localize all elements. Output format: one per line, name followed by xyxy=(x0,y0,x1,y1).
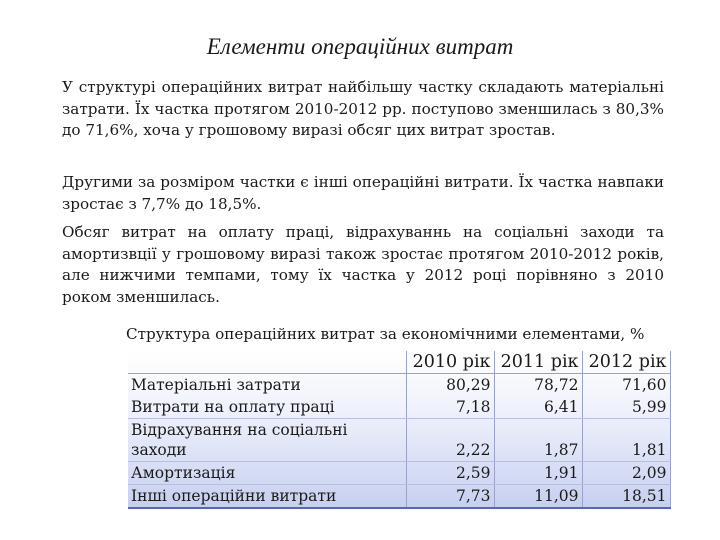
row-label: Матеріальні затрати xyxy=(128,374,406,397)
cell-2011: 1,91 xyxy=(494,462,582,485)
cell-2011: 1,87 xyxy=(494,419,582,462)
cell-2010: 7,18 xyxy=(406,396,494,419)
column-header-2010: 2010 рік xyxy=(406,351,494,374)
table-row-material xyxy=(128,374,670,397)
cell-2010: 2,59 xyxy=(406,462,494,485)
cell-2010: 2,22 xyxy=(406,419,494,462)
cell-2011: 11,09 xyxy=(494,485,582,509)
row-label: Витрати на оплату праці xyxy=(128,396,406,419)
cell-2012: 71,60 xyxy=(582,374,670,397)
cell-2012: 2,09 xyxy=(582,462,670,485)
row-label: Амортизація xyxy=(128,462,406,485)
cell-2012: 18,51 xyxy=(582,485,670,509)
table-header-row xyxy=(128,351,670,374)
paragraph-other-costs: Другими за розміром частки є інші операційні витрати. Їх частка навпаки зростає з 7,7% до 18,5%. xyxy=(62,173,664,213)
paragraph-material-costs: У структурі операційних витрат найбільшу частку складають матеріальні затрати. Їх частка протягом 2010-2012 рр. поступово зменшилась з 80,3% до 71,6%, хоча у грошовому виразі обсяг цих витрат зростав. xyxy=(62,78,664,139)
table-row-labor xyxy=(128,396,670,419)
column-header-2012: 2012 рік xyxy=(582,351,670,374)
table-caption: Структура операційних витрат за економічними елементами, % xyxy=(126,325,645,343)
cell-2010: 80,29 xyxy=(406,374,494,397)
slide-title: Елементи операційних витрат xyxy=(206,34,514,59)
cell-2011: 78,72 xyxy=(494,374,582,397)
row-label: Інші операційни витрати xyxy=(128,485,406,509)
column-header-2011: 2011 рік xyxy=(494,351,582,374)
table-row-other xyxy=(128,485,670,509)
row-label: Відрахування на соціальні заходи xyxy=(128,419,406,462)
table-row-social xyxy=(128,419,670,462)
cell-2012: 1,81 xyxy=(582,419,670,462)
cell-2010: 7,73 xyxy=(406,485,494,509)
cell-2011: 6,41 xyxy=(494,396,582,419)
table-corner-cell xyxy=(128,351,406,374)
cell-2012: 5,99 xyxy=(582,396,670,419)
cost-structure-table xyxy=(128,351,671,509)
table-row-depreciation xyxy=(128,462,670,485)
paragraph-labor-costs: Обсяг витрат на оплату праці, відрахуваннь на соціальні заходи та амортизвції у грошовому виразі також зростає протягом 2010-2012 років, але нижчими темпами, тому їх частка у 2012 році порівняно з 2010 роком зменшилась. xyxy=(62,223,664,306)
